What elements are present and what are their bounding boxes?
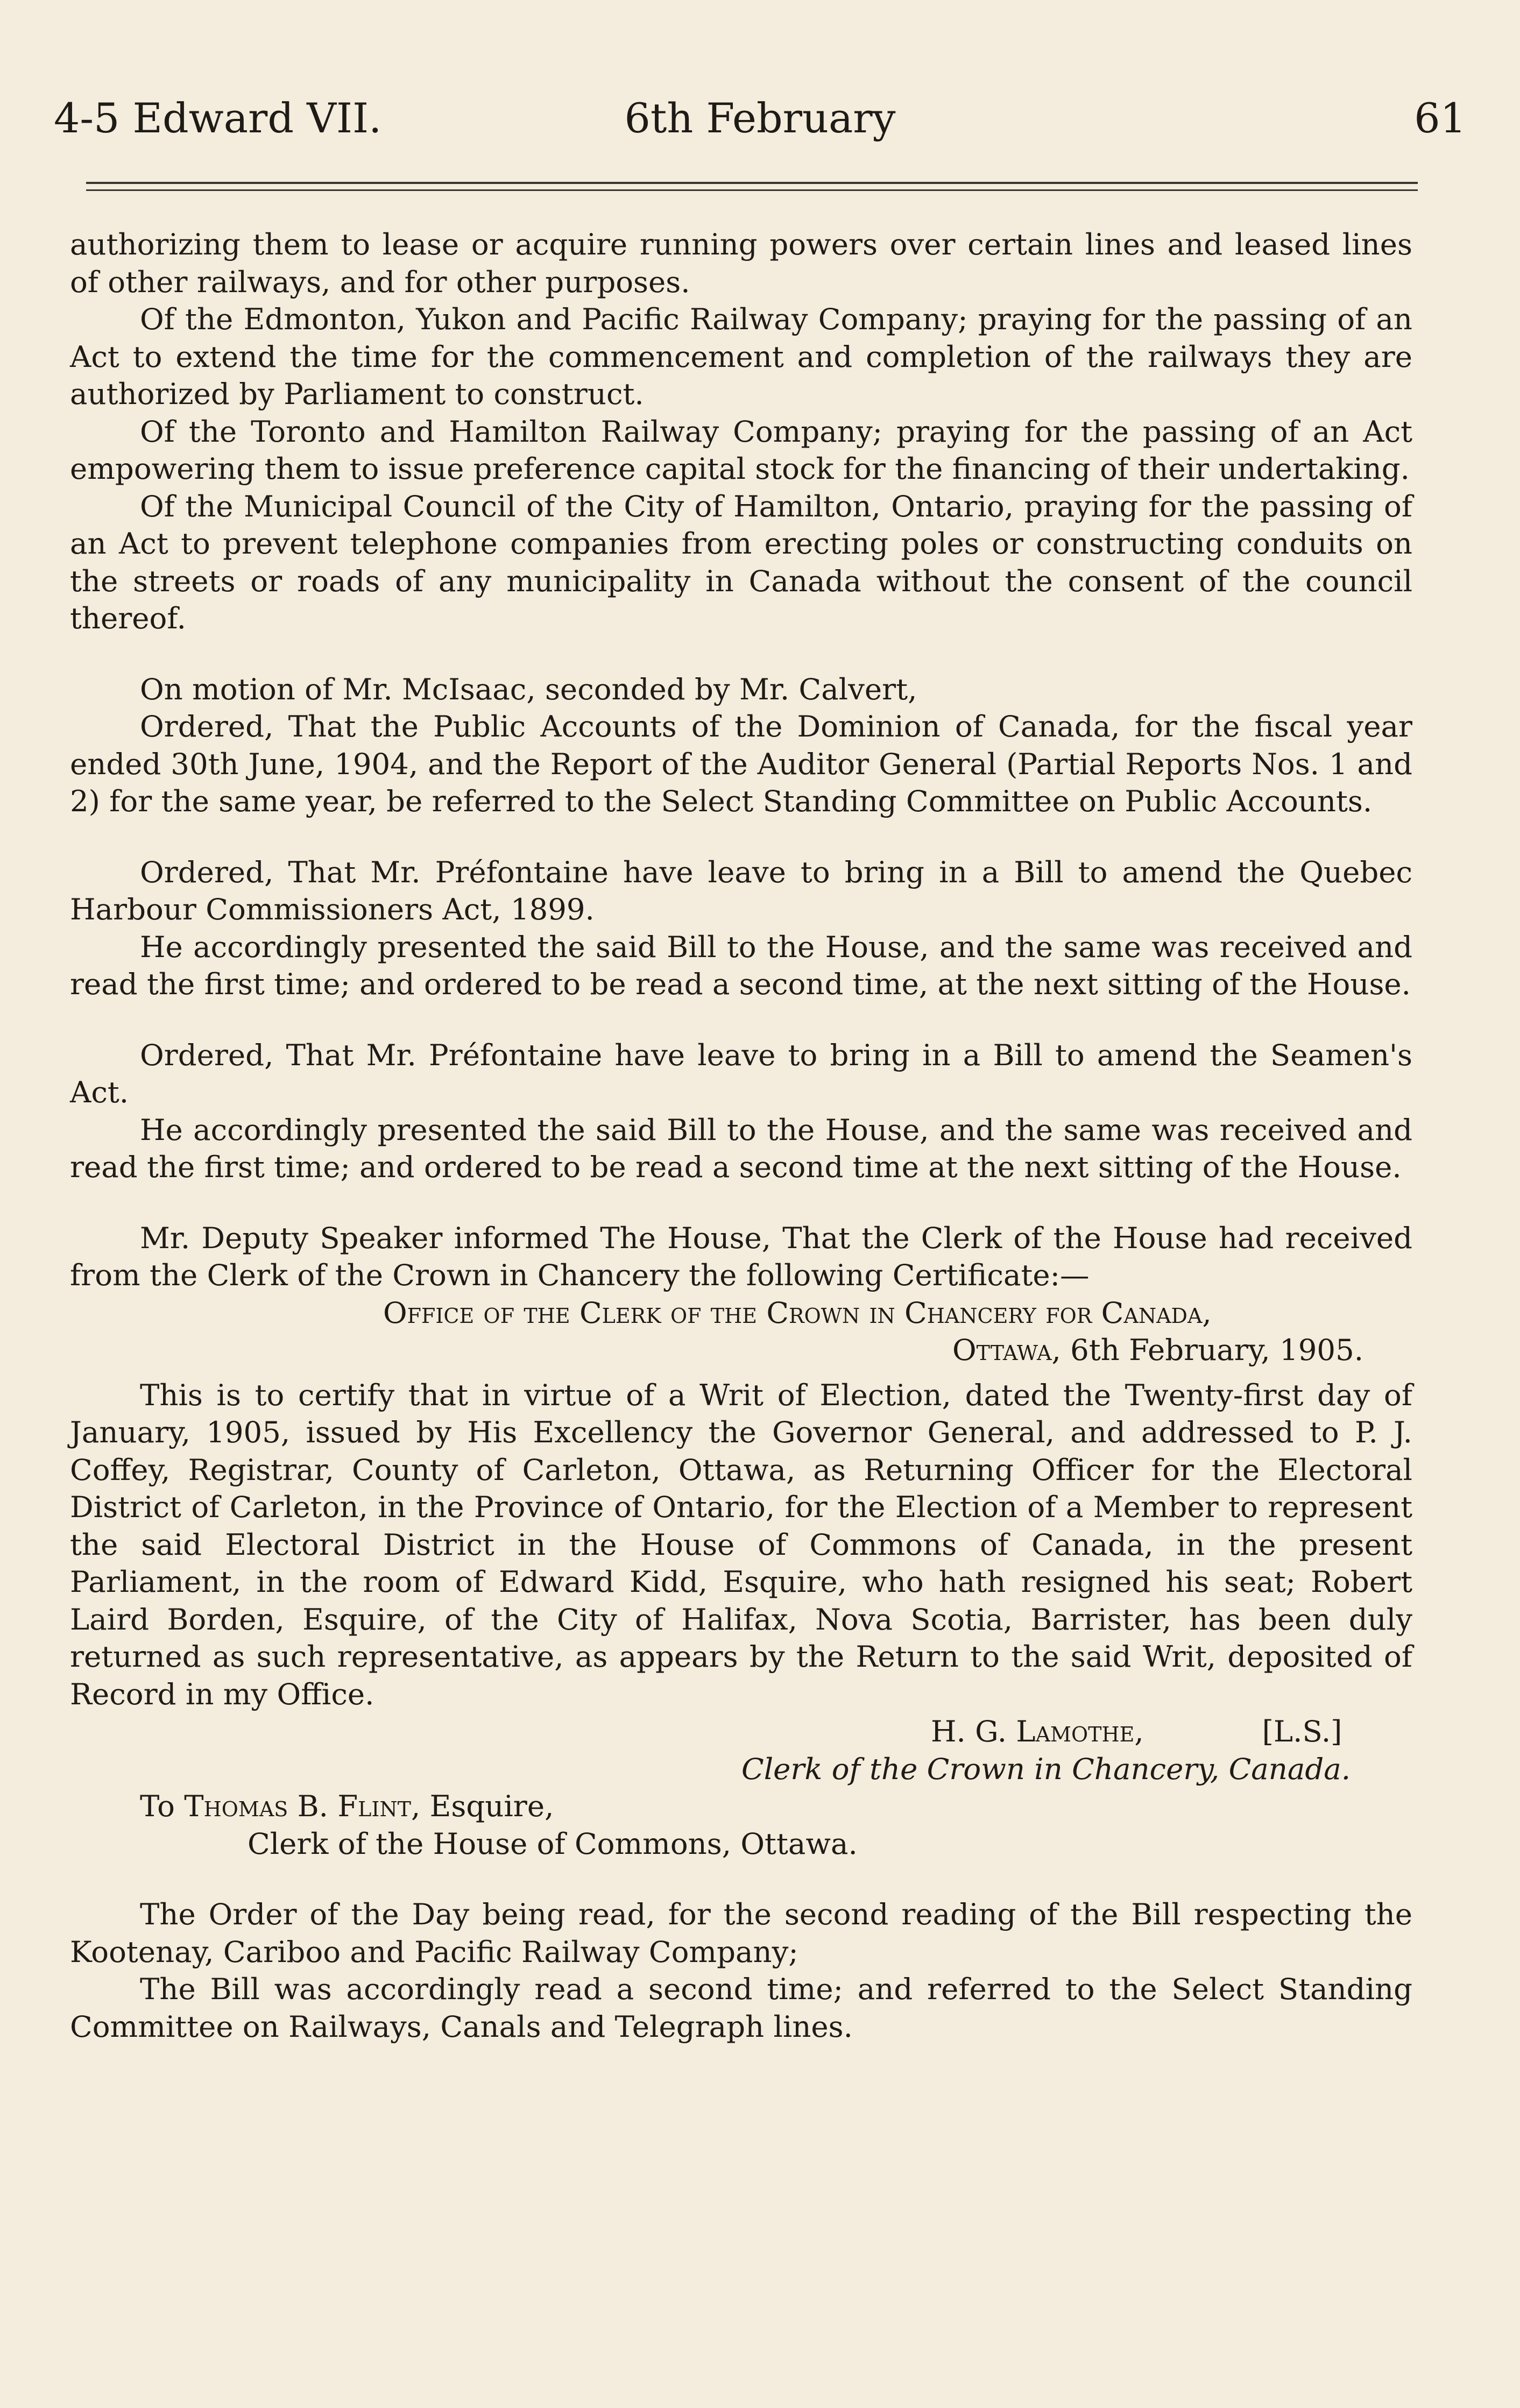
paragraph-bill-presented-1: He accordingly presented the said Bill to the House, and the same was received and read the first time; and ordered to be read a second time, at the next sitting of the House.: [70, 929, 1412, 1001]
running-header: [54, 91, 1466, 145]
paragraph-motion: On motion of Mr. McIsaac, seconded by Mr. Calvert,: [140, 671, 917, 706]
certificate-addressee: [70, 1788, 1412, 1825]
certificate-office-heading: Office of the Clerk of the Crown in Chancery for Canada,: [383, 1295, 1212, 1330]
addressee-prefix: To: [140, 1789, 185, 1823]
paragraph-order-of-day: The Order of the Day being read, for the second reading of the Bill respecting the Kootenay, Cariboo and Pacific Railway Company;: [70, 1897, 1412, 1969]
header-date: 6th February: [624, 94, 896, 142]
certificate-signature: H. G. Lamothe,: [931, 1714, 1144, 1748]
certificate-seal: [L.S.]: [1262, 1714, 1342, 1748]
addressee-name: Thomas B. Flint,: [184, 1789, 421, 1823]
header-rule-bottom: [86, 189, 1418, 191]
paragraph-bill-presented-2: He accordingly presented the said Bill to the House, and the same was received and read the first time; and ordered to be read a second time at the next sitting of the House.: [70, 1112, 1412, 1184]
addressee-suffix: Esquire,: [420, 1789, 554, 1823]
addressee-title: Clerk of the House of Commons, Ottawa.: [248, 1826, 858, 1861]
page-number: 61: [1414, 94, 1466, 142]
paragraph-petition-toronto-hamilton: Of the Toronto and Hamilton Railway Company; praying for the passing of an Act empowering them to issue preference capital stock for the financing of their undertaking.: [70, 414, 1412, 486]
paragraph-petition-continuation: authorizing them to lease or acquire running powers over certain lines and leased lines of other railways, and for other purposes.: [70, 227, 1412, 299]
journal-body: [70, 226, 1412, 2045]
paragraph-petition-hamilton-council: Of the Municipal Council of the City of Hamilton, Ontario, praying for the passing of an Act to prevent telephone companies from erecting poles or constructing conduits on the streets or roads of any municipality in Canada without the consent of the council thereof.: [70, 488, 1412, 635]
paragraph-order-seamens-act: Ordered, That Mr. Préfontaine have leave to bring in a Bill to amend the Seamen's Act.: [70, 1037, 1412, 1109]
header-regnal-year: 4-5 Edward VII.: [54, 94, 382, 142]
certificate-signature-line: [70, 1713, 1412, 1751]
paragraph-deputy-speaker: Mr. Deputy Speaker informed The House, That the Clerk of the House had received from the Clerk of the Crown in Chancery the following Certificate:—: [70, 1220, 1412, 1292]
certificate-body: This is to certify that in virtue of a Writ of Election, dated the Twenty-first day of January, 1905, issued by His Excellency the Governor General, and addressed to P. J. Coffey, Registrar, County of Carleton, Ottawa, as Returning Officer for the Electoral District of Carleton, in the Province of Ontario, for the Election of a Member to represent the said Electoral District in the House of Commons of Canada, in the present Parliament, in the room of Edward Kidd, Esquire, who hath resigned his seat; Robert Laird Borden, Esquire, of the City of Halifax, Nova Scotia, Barrister, has been duly returned as such representative, as appears by the Return to the said Writ, deposited of Record in my Office.: [70, 1377, 1412, 1711]
certificate-date: 6th February, 1905.: [1061, 1333, 1364, 1367]
header-rule-top: [86, 182, 1418, 184]
paragraph-order-public-accounts: Ordered, That the Public Accounts of the Dominion of Canada, for the fiscal year ended 30th June, 1904, and the Report of the Auditor General (Partial Reports Nos. 1 and 2) for the same year, be referred to the Select Standing Committee on Public Accounts.: [70, 709, 1412, 818]
certificate-dateline: [70, 1332, 1412, 1369]
certificate-signer-title: Clerk of the Crown in Chancery, Canada.: [741, 1751, 1351, 1786]
paragraph-bill-second-reading: The Bill was accordingly read a second time; and referred to the Select Standing Committee on Railways, Canals and Telegraph lines.: [70, 1972, 1412, 2044]
certificate-place: Ottawa,: [952, 1333, 1061, 1367]
paragraph-petition-edmonton: Of the Edmonton, Yukon and Pacific Railway Company; praying for the passing of an Act to extend the time for the commencement and completion of the railways they are authorized by Parliament to construct.: [70, 302, 1412, 411]
paragraph-order-quebec-harbour: Ordered, That Mr. Préfontaine have leave to bring in a Bill to amend the Quebec Harbour Commissioners Act, 1899.: [70, 854, 1412, 926]
